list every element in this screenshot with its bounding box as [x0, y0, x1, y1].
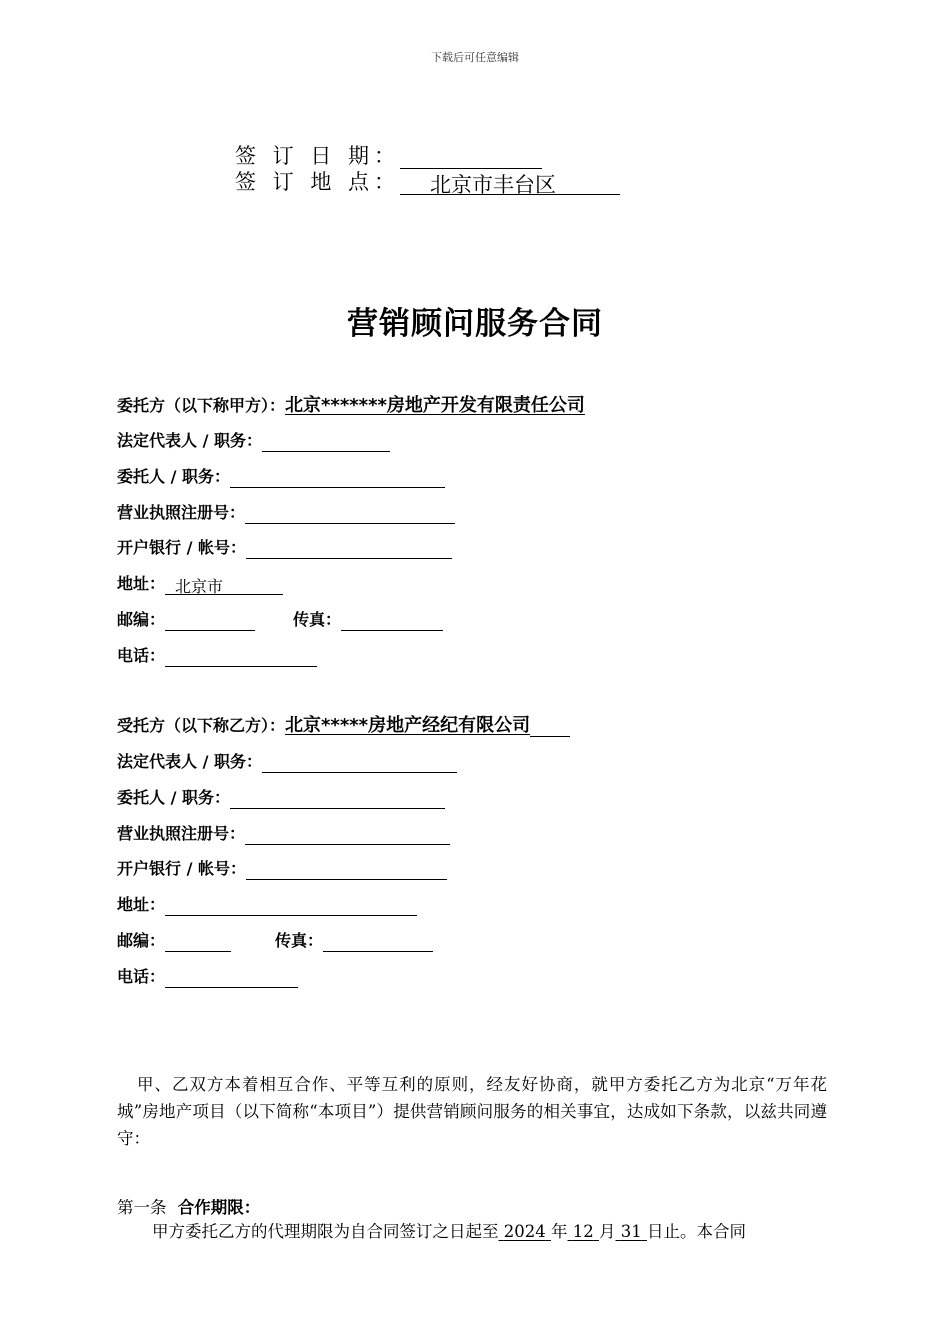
party-b-license-field[interactable]: [245, 826, 450, 845]
party-b-address-label: 地址：: [117, 895, 166, 914]
party-b-license-label: 营业执照注册号：: [117, 824, 246, 843]
party-a-legal-rep-label: 法定代表人 / 职务：: [117, 431, 262, 450]
party-b-name-trailing-line: [530, 718, 570, 737]
party-a-bank-field[interactable]: [246, 540, 452, 559]
signing-place-field[interactable]: [400, 172, 620, 195]
party-b-address-field[interactable]: [165, 897, 417, 916]
party-a-address-label: 地址：: [117, 574, 166, 593]
article-1-year[interactable]: 2024: [503, 1222, 546, 1241]
party-a-legal-rep-field[interactable]: [262, 433, 390, 452]
party-a-legal-rep-row: [117, 430, 390, 452]
party-b-agent-field[interactable]: [230, 790, 445, 809]
party-a-phone-field[interactable]: [165, 648, 317, 667]
party-b-postcode-field[interactable]: [165, 933, 231, 952]
party-b-bank-label: 开户银行 / 帐号：: [117, 859, 246, 878]
signing-date-label: 签 订 日 期：: [235, 144, 401, 168]
article-1-text-before: 甲方委托乙方的代理期限为自合同签订之日起至: [152, 1222, 499, 1241]
party-b-contact-row: [117, 930, 433, 952]
party-b-address-row: [117, 894, 417, 916]
party-a-license-label: 营业执照注册号：: [117, 503, 246, 522]
party-a-row: [117, 395, 585, 417]
article-1-text-after: 日止。本合同: [647, 1222, 746, 1241]
party-a-bank-label: 开户银行 / 帐号：: [117, 538, 246, 557]
party-a-agent-label: 委托人 / 职务：: [117, 467, 230, 486]
party-b-phone-label: 电话：: [117, 967, 166, 986]
article-1-text: [152, 1221, 746, 1243]
article-1-month[interactable]: 12: [572, 1222, 594, 1241]
party-a-postcode-label: 邮编：: [117, 610, 166, 629]
article-1-month-unit: 月: [599, 1222, 616, 1241]
article-1-number: 第一条: [117, 1198, 167, 1217]
article-1-year-unit: 年: [551, 1222, 568, 1241]
party-a-postcode-field[interactable]: [165, 612, 255, 631]
header-note: 下载后可任意编辑: [431, 51, 519, 64]
party-a-phone-label: 电话：: [117, 646, 166, 665]
party-b-name: 北京*****房地产经纪有限公司: [285, 715, 531, 736]
party-a-contact-row: [117, 609, 443, 631]
party-b-fax-label: 传真：: [275, 931, 324, 950]
party-b-agent-row: [117, 787, 445, 809]
contract-title: 营销顾问服务合同: [347, 306, 603, 342]
party-a-agent-row: [117, 466, 445, 488]
party-b-legal-rep-row: [117, 751, 457, 773]
signing-date-row: [235, 143, 542, 169]
party-b-phone-field[interactable]: [165, 969, 298, 988]
party-a-address-row: [117, 573, 283, 595]
party-a-name: 北京*******房地产开发有限责任公司: [285, 395, 585, 416]
article-1-heading-row: [117, 1197, 260, 1219]
party-b-license-row: [117, 823, 450, 845]
party-a-address-field[interactable]: [165, 576, 283, 595]
article-1-day[interactable]: 31: [620, 1222, 642, 1241]
party-b-fax-field[interactable]: [323, 933, 433, 952]
party-b-bank-field[interactable]: [246, 861, 447, 880]
party-a-fax-label: 传真：: [293, 610, 342, 629]
party-b-phone-row: [117, 966, 298, 988]
signing-date-field[interactable]: [400, 146, 542, 169]
signing-place-label: 签 订 地 点：: [235, 170, 401, 194]
signing-place-value: 北京市丰台区: [430, 173, 557, 197]
party-a-address-value: 北京市: [175, 577, 224, 596]
party-b-postcode-label: 邮编：: [117, 931, 166, 950]
party-a-label: 委托方（以下称甲方）：: [117, 396, 286, 415]
party-a-license-row: [117, 502, 455, 524]
party-a-bank-row: [117, 537, 452, 559]
party-b-row: [117, 715, 570, 737]
party-b-legal-rep-label: 法定代表人 / 职务：: [117, 752, 262, 771]
party-b-legal-rep-field[interactable]: [262, 754, 457, 773]
party-b-agent-label: 委托人 / 职务：: [117, 788, 230, 807]
party-a-agent-field[interactable]: [230, 469, 445, 488]
preamble-paragraph: 甲、乙双方本着相互合作、平等互利的原则，经友好协商，就甲方委托乙方为北京“万年花城”房地产项目（以下简称“本项目”）提供营销顾问服务的相关事宜，达成如下条款，以兹共同遵守：: [117, 1075, 827, 1148]
party-a-license-field[interactable]: [245, 505, 455, 524]
article-1-heading: 合作期限：: [177, 1198, 261, 1217]
party-b-bank-row: [117, 858, 447, 880]
signing-place-row: [235, 169, 620, 195]
party-a-fax-field[interactable]: [341, 612, 443, 631]
party-a-phone-row: [117, 645, 317, 667]
party-b-label: 受托方（以下称乙方）：: [117, 716, 286, 735]
